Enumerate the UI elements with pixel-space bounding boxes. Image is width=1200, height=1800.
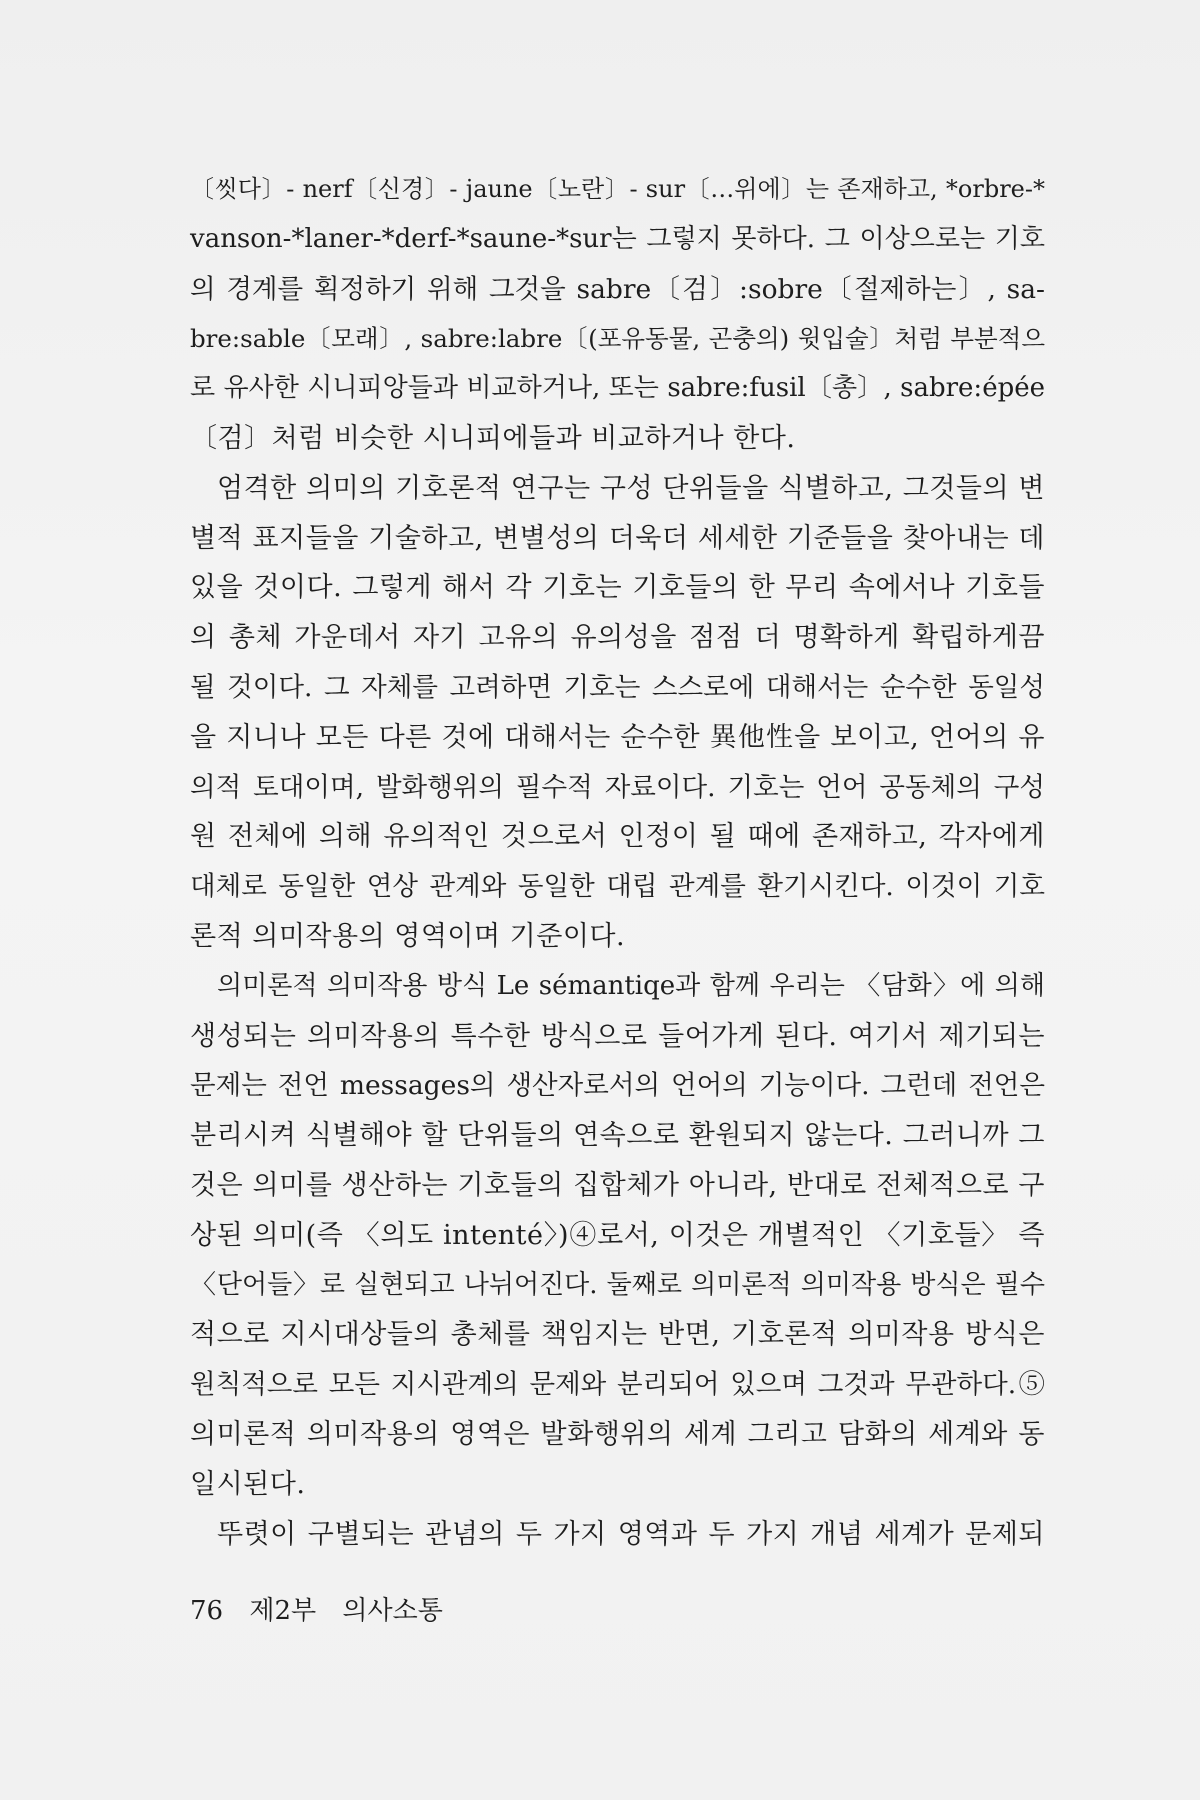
page-footer	[190, 1590, 461, 1627]
text-line: 엄격한 의미의 기호론적 연구는 구성 단위들을 식별하고, 그것들의 변	[217, 472, 1045, 504]
text-line: 의미론적 의미작용 방식 Le sémantiqe과 함께 우리는 〈담화〉에 의해	[217, 970, 1045, 1001]
text-line: 있을 것이다. 그렇게 해서 각 기호는 기호들의 한 무리 속에서나 기호들	[190, 572, 1045, 604]
text-line: 될 것이다. 그 자체를 고려하면 기호는 스스로에 대해서는 순수한 동일성	[190, 671, 1045, 703]
text-line: 원칙적으로 모든 지시관계의 문제와 분리되어 있으며 그것과 무관하다.⑤	[190, 1369, 1045, 1401]
text-line: 을 지니나 모든 다른 것에 대해서는 순수한 異他性을 보이고, 언어의 유	[190, 721, 1045, 753]
text-line: 것은 의미를 생산하는 기호들의 집합체가 아니라, 반대로 전체적으로 구	[190, 1169, 1045, 1201]
section-label: 의사소통	[342, 1596, 443, 1626]
text-line: 대체로 동일한 연상 관계와 동일한 대립 관계를 환기시킨다. 이것이 기호	[190, 871, 1045, 903]
text-line: 〔검〕처럼 비슷한 시니피에들과 비교하거나 한다.	[190, 422, 796, 454]
text-line: 일시된다.	[190, 1468, 306, 1500]
text-line: 의적 토대이며, 발화행위의 필수적 자료이다. 기호는 언어 공동체의 구성	[190, 771, 1045, 803]
text-line: vanson-*laner-*derf-*saune-*sur는 그렇지 못하다. 그 이상으로는 기호	[190, 223, 1045, 254]
text-line: 〈단어들〉로 실현되고 나뉘어진다. 둘째로 의미론적 의미작용 방식은 필수	[190, 1269, 1045, 1300]
text-line: 상된 의미(즉 〈의도 intenté〉)④로서, 이것은 개별적인 〈기호들〉 즉	[190, 1219, 1045, 1251]
text-line: 생성되는 의미작용의 특수한 방식으로 들어가게 된다. 여기서 제기되는	[190, 1020, 1045, 1052]
text-line: 로 유사한 시니피앙들과 비교하거나, 또는 sabre:fusil〔총〕, sabre:épée	[190, 373, 1045, 404]
text-line: bre:sable〔모래〕, sabre:labre〔(포유동물, 곤충의) 윗입술〕처럼 부분적으	[190, 324, 1045, 354]
text-line: 별적 표지들을 기술하고, 변별성의 더욱더 세세한 기준들을 찾아내는 데	[190, 522, 1045, 554]
text-line: 적으로 지시대상들의 총체를 책임지는 반면, 기호론적 의미작용 방식은	[190, 1319, 1045, 1351]
body-text	[190, 165, 1045, 1559]
text-line: 의 총체 가운데서 자기 고유의 유의성을 점점 더 명확하게 확립하게끔	[190, 622, 1045, 654]
text-line: 〔씻다〕- nerf〔신경〕- jaune〔노란〕- sur〔…위에〕는 존재하고, *orbre-*	[190, 175, 1045, 203]
text-line: 분리시켜 식별해야 할 단위들의 연속으로 환원되지 않는다. 그러니까 그	[190, 1120, 1045, 1152]
text-line: 뚜렷이 구별되는 관념의 두 가지 영역과 두 가지 개념 세계가 문제되	[217, 1518, 1045, 1550]
text-line: 문제는 전언 messages의 생산자로서의 언어의 기능이다. 그런데 전언은	[190, 1070, 1045, 1102]
text-line: 의 경계를 획정하기 위해 그것을 sabre〔검〕:sobre〔절제하는〕, sa-	[190, 273, 1045, 305]
text-line: 의미론적 의미작용의 영역은 발화행위의 세계 그리고 담화의 세계와 동	[190, 1418, 1045, 1450]
text-line: 론적 의미작용의 영역이며 기준이다.	[190, 920, 626, 952]
part-label: 제2부	[249, 1596, 317, 1626]
text-line: 원 전체에 의해 유의적인 것으로서 인정이 될 때에 존재하고, 각자에게	[190, 821, 1045, 853]
page-number: 76	[190, 1596, 224, 1626]
